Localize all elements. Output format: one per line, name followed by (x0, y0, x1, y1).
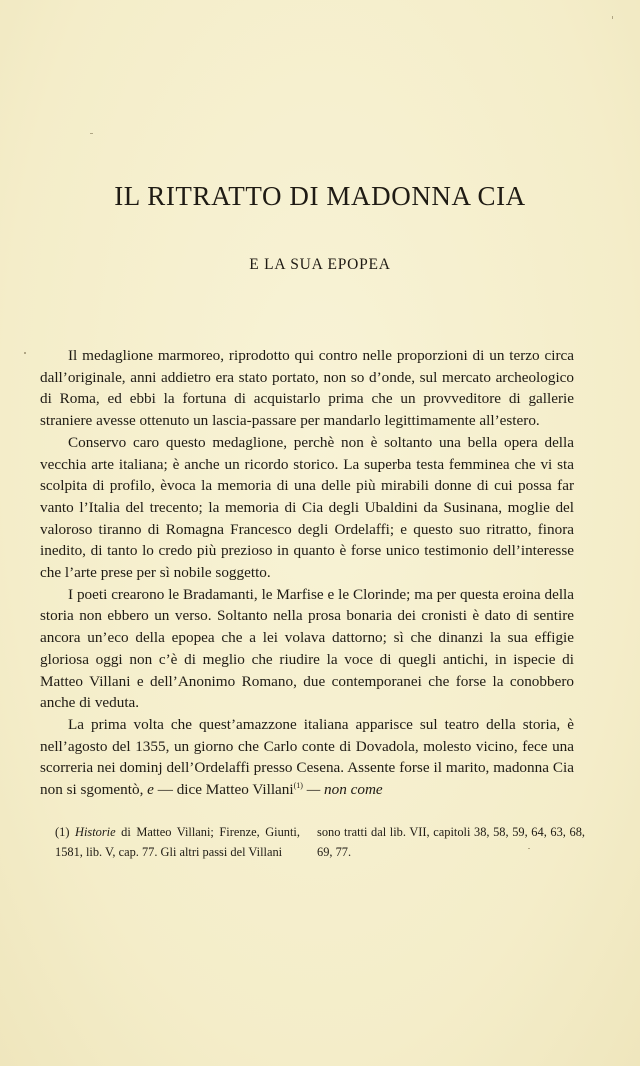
page-subtitle: E LA SUA EPOPEA (249, 256, 391, 273)
paragraph-4-italic-tail: — non come (302, 781, 383, 799)
paragraph-4-italic-e: e (147, 781, 154, 799)
page-speck (90, 133, 93, 134)
footnote-left-column (55, 822, 300, 862)
footnote-title: Historie (75, 825, 116, 839)
paragraph-4-text: La prima volta che quest’amazzone italiana apparisce sul teatro della storia, è nell’agosto del 1355, un giorno che Carlo conte di Dovadola, molesto vicino, fece una scorreria nei dominj dell’Ordelaffi presso Cesena. Assente forse il marito, madonna Cia non si sgomentò, (40, 715, 574, 799)
paragraph-2: Conservo caro questo medaglione, perchè non è soltanto una bella opera della vecchia arte italiana; è anche un ricordo storico. La superba testa femminea che vi sta scolpita di profilo, èvoca la memoria di una delle più mirabili donne di cui possa far vanto l’Italia del trecento; la memoria di Cia degli Ubaldini da Susinana, moglie del valoroso tiranno di Romagna Francesco degli Ordelaffi; e questo suo ritratto, finora inedito, di tanto lo credo più prezioso in quanto è forse unico testimonio dell’interesse che l’arte prese per sì nobile soggetto. (40, 433, 574, 582)
footnote-reference-mark[interactable]: (1) (293, 781, 303, 790)
paragraph-3: I poeti crearono le Bradamanti, le Marfise e le Clorinde; ma per questa eroina della storia non ebbero un verso. Soltanto nella prosa bonaria dei cronisti è dato di sentire ancora un’eco della epopea che a lei volava dattorno; sì che dinanzi la sua effigie gloriosa oggi non c’è di meglio che riudire la voce di quegli antichi, in ispecie di Matteo Villani e dell’Anonimo Romano, due contemporanei che forse la conobbero anche di veduta. (40, 585, 574, 712)
page-title: IL RITRATTO DI MADONNA CIA (114, 181, 526, 211)
paragraph-4-dash-text: — dice Matteo Villani (153, 781, 294, 799)
paragraph-4 (40, 714, 574, 801)
footnote-right-column: sono tratti dal lib. VII, capitoli 38, 58, 59, 64, 63, 68, 69, 77. (317, 825, 585, 859)
page-speck (612, 16, 613, 19)
body-text (40, 345, 574, 801)
footnote-left-text: di Matteo Villani; Firenze, Giunti, 1581, lib. V, cap. 77. Gli altri passi del Villani (55, 825, 300, 859)
paragraph-1: Il medaglione marmoreo, riprodotto qui contro nelle proporzioni di un terzo circa dall’originale, anni addietro era stato portato, non so d’onde, sul mercato archeologico di Roma, ed ebbi la fortuna di acquistarlo prima che un provveditore di gallerie straniere avesse ottenuto un lascia-passare per mandarlo legittimamente all’estero. (40, 347, 574, 430)
page-speck (24, 352, 26, 354)
footnote-mark: (1) (55, 825, 70, 839)
